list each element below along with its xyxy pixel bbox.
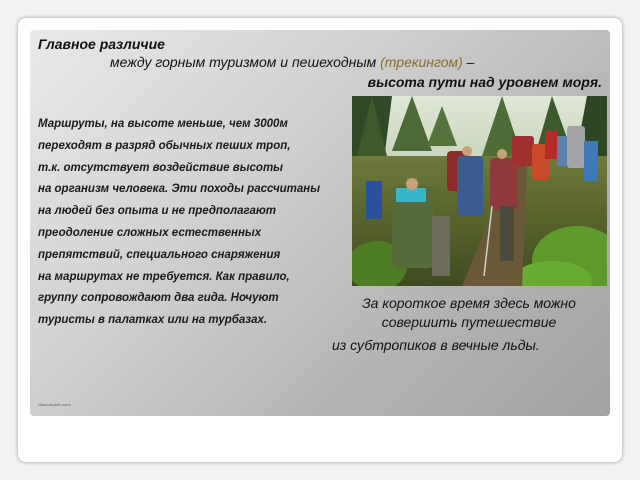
body-line: туристы в палатках или на турбазах. — [38, 314, 268, 327]
slide-subheading — [110, 54, 474, 70]
hikers-photo — [352, 96, 607, 286]
key-difference-text: высота пути над уровнем моря — [367, 74, 599, 90]
body-line: Маршруты, на высоте меньше, чем 3000м — [38, 118, 288, 130]
body-line: на организм человека. Эти походы рассчитаны — [38, 183, 321, 196]
key-difference — [368, 74, 602, 90]
body-line: на маршрутах не требуется. Как правило, — [38, 270, 290, 283]
caption-line: совершить путешествие — [381, 314, 557, 330]
slide-heading: Главное различие — [38, 36, 165, 52]
trekking-term: (трекингом) — [380, 54, 463, 70]
photo-caption — [330, 294, 608, 355]
body-line: препятствий, специального снаряжения — [38, 248, 281, 261]
subheading-text: между горным туризмом и пешеходным — [110, 54, 381, 70]
body-line: т.к. отсутствует воздействие высоты — [38, 161, 283, 174]
body-line: переходят в разряд обычных пеших троп, — [38, 139, 291, 152]
slide — [30, 30, 610, 416]
key-difference-dot: . — [598, 74, 602, 90]
body-line: на людей без опыта и не предполагают — [38, 205, 276, 218]
caption-line: из субтропиков в вечные льды. — [332, 337, 540, 353]
body-line: группу сопровождают два гида. Ночуют — [38, 292, 279, 305]
caption-line: За короткое время здесь можно — [362, 295, 576, 311]
footnote: Ивановский газон — [38, 402, 71, 407]
body-text — [38, 114, 358, 332]
body-line: преодоление сложных естественных — [38, 226, 262, 239]
subheading-dash: – — [462, 54, 475, 70]
hikers-photo-illustration — [352, 96, 607, 286]
